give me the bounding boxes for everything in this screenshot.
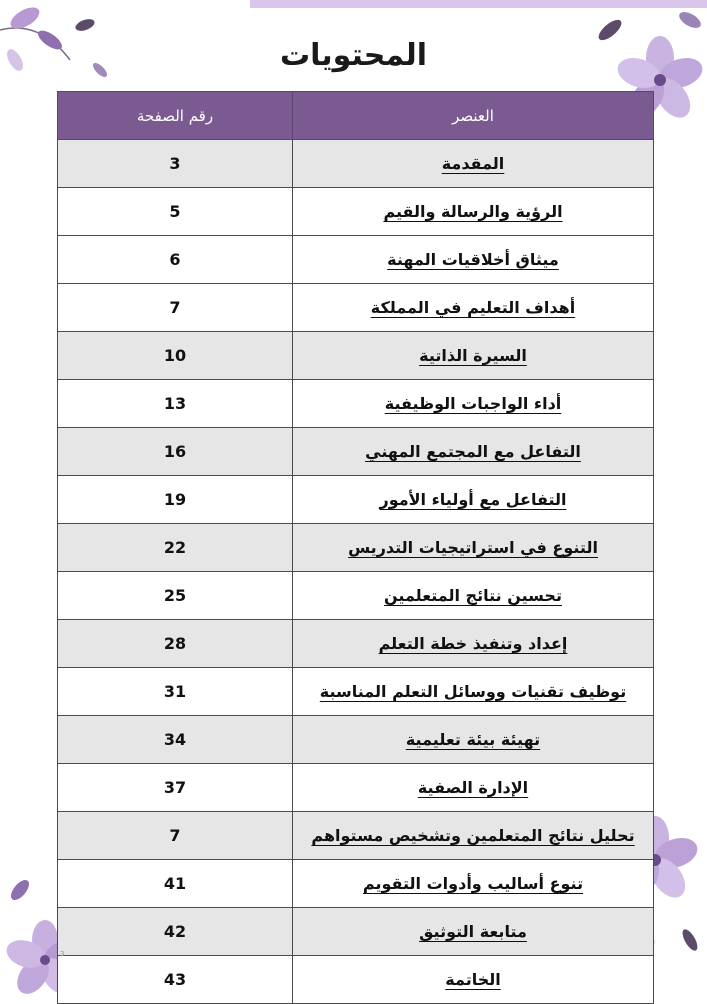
toc-item-label[interactable]: الإدارة الصفية: [417, 778, 529, 797]
toc-page-number: 25: [163, 586, 187, 605]
toc-item-label[interactable]: التفاعل مع أولياء الأمور: [379, 490, 567, 509]
toc-item-label[interactable]: الخاتمة: [445, 970, 501, 989]
table-row: [58, 236, 654, 284]
table-row: [58, 572, 654, 620]
toc-page-number: 16: [163, 442, 187, 461]
toc-page-number: 42: [163, 922, 187, 941]
table-row: [58, 188, 654, 236]
table-row: [58, 380, 654, 428]
page-title: المحتويات: [279, 38, 427, 73]
table-row: [58, 428, 654, 476]
toc-page-number: 7: [169, 298, 181, 317]
toc-item-label[interactable]: تحسين نتائج المتعلمين: [384, 586, 562, 605]
toc-item-label[interactable]: ميثاق أخلاقيات المهنة: [387, 250, 559, 269]
toc-item-label[interactable]: إعداد وتنفيذ خطة التعلم: [378, 634, 568, 653]
table-row: [58, 668, 654, 716]
table-row: [58, 620, 654, 668]
toc-item-label[interactable]: تحليل نتائج المتعلمين وتشخيص مستواهم: [311, 826, 635, 845]
toc-item-label[interactable]: توظيف تقنيات ووسائل التعلم المناسبة: [319, 682, 627, 701]
toc-page-number: 3: [169, 154, 181, 173]
table-row: [58, 284, 654, 332]
table-row: [58, 524, 654, 572]
table-row: [58, 716, 654, 764]
table-row: [58, 908, 654, 956]
toc-page-number: 5: [169, 202, 181, 221]
toc-item-label[interactable]: التفاعل مع المجتمع المهني: [365, 442, 581, 461]
toc-item-label[interactable]: متابعة التوثيق: [419, 922, 527, 941]
toc-item-label[interactable]: التنوع في استراتيجيات التدريس: [348, 538, 598, 557]
table-row: [58, 140, 654, 188]
toc-page-number: 28: [163, 634, 187, 653]
toc-item-label[interactable]: تهيئة بيئة تعليمية: [405, 730, 541, 749]
table-header-row: [58, 92, 654, 140]
toc-page-number: 31: [163, 682, 187, 701]
toc-item-label[interactable]: أهداف التعليم في المملكة: [370, 298, 576, 317]
toc-page-number: 7: [169, 826, 181, 845]
toc-page-number: 22: [163, 538, 187, 557]
toc-page-number: 37: [163, 778, 187, 797]
toc-item-label[interactable]: المقدمة: [441, 154, 505, 173]
toc-page-number: 19: [163, 490, 187, 509]
toc-item-label[interactable]: أداء الواجبات الوظيفية: [384, 394, 562, 413]
toc-item-label[interactable]: السيرة الذاتية: [419, 346, 527, 365]
table-row: [58, 476, 654, 524]
toc-page-number: 10: [163, 346, 187, 365]
column-header-item: العنصر: [293, 92, 654, 140]
table-row: [58, 812, 654, 860]
toc-item-label[interactable]: تنوع أساليب وأدوات التقويم: [362, 874, 584, 893]
toc-page-number: 41: [163, 874, 187, 893]
toc-page-number: 6: [169, 250, 181, 269]
toc-item-label[interactable]: الرؤية والرسالة والقيم: [383, 202, 563, 221]
table-row: [58, 956, 654, 1004]
table-row: [58, 860, 654, 908]
contents-table: [57, 91, 654, 1004]
footer-page-number: 3: [60, 950, 65, 958]
toc-page-number: 34: [163, 730, 187, 749]
table-row: [58, 332, 654, 380]
table-row: [58, 764, 654, 812]
toc-page-number: 13: [163, 394, 187, 413]
toc-page-number: 43: [163, 970, 187, 989]
column-header-page: رقم الصفحة: [58, 92, 293, 140]
